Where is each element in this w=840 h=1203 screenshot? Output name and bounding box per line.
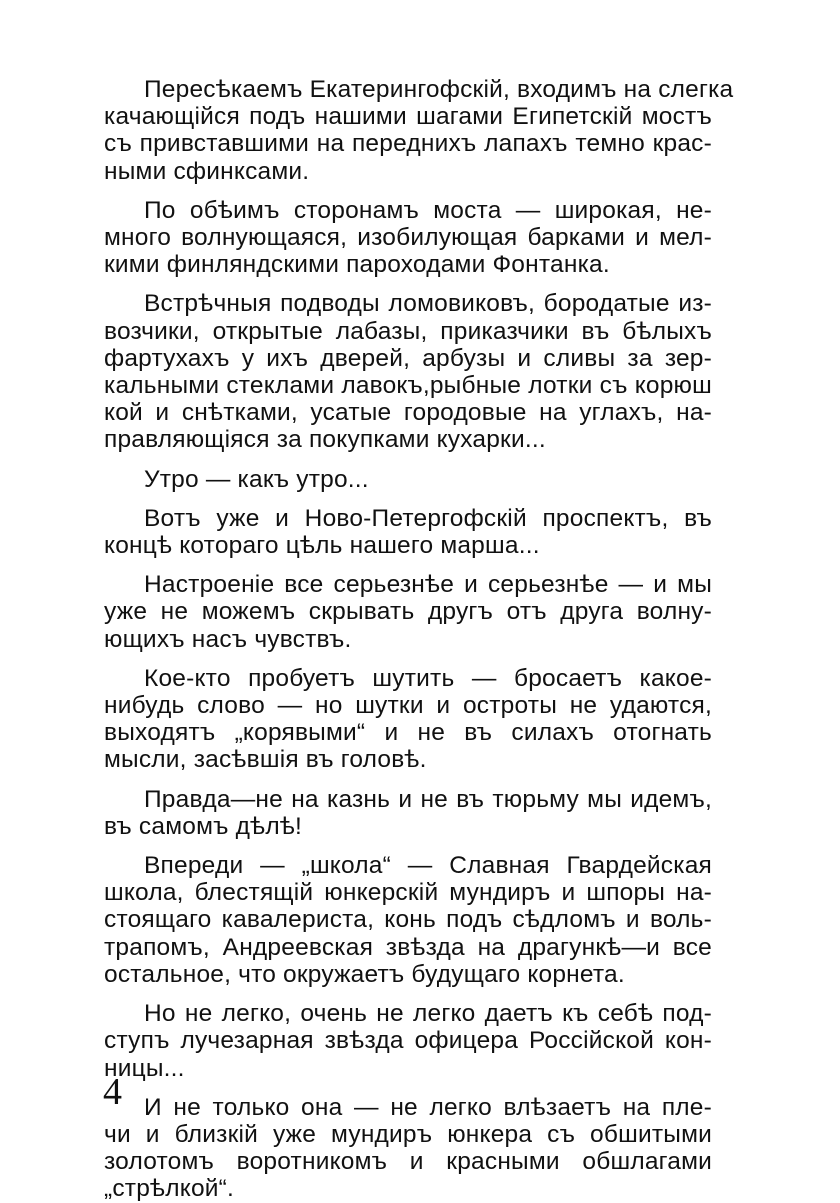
paragraph-1 (104, 76, 734, 185)
text-line: фартухахъ у ихъ дверей, арбузы и сливы за зер- (104, 344, 712, 372)
paragraph-11 (104, 1094, 712, 1203)
text-line: ющихъ насъ чувствъ. (104, 625, 352, 653)
text-line: возчики, открытые лабазы, приказчики въ бѣлыхъ (104, 317, 712, 345)
paragraph-10 (104, 1000, 712, 1082)
text-line: Впереди — „школа“ — Славная Гвардейская (144, 852, 712, 880)
paragraph-4 (104, 466, 712, 493)
text-line: уже не можемъ скрывать другъ отъ друга волну- (104, 598, 712, 626)
text-line: Кое-кто пробуетъ шутить — бросаетъ какое- (144, 664, 712, 692)
text-line: много волнующаяся, изобилующая барками и мел- (104, 224, 712, 252)
text-line: мысли, засѣвшія въ головѣ. (104, 746, 427, 774)
paragraph-5 (104, 505, 712, 559)
text-line: выходятъ „корявыми“ и не въ силахъ отогнать (104, 719, 712, 747)
paragraph-8 (104, 786, 712, 840)
text-line: нибудь слово — но шутки и остроты не удаются, (104, 692, 712, 720)
text-line: правляющіяся за покупками кухарки... (104, 426, 546, 454)
text-line: чи и близкій уже мундиръ юнкера съ обшитыми (104, 1120, 712, 1148)
text-line: кальными стеклами лавокъ,рыбные лотки съ корюш (104, 372, 712, 400)
text-line: И не только она — не легко влѣзаетъ на пле- (144, 1093, 712, 1121)
text-line: золотомъ воротникомъ и красными обшлагами (104, 1148, 712, 1176)
paragraph-7 (104, 665, 712, 774)
text-line: ступъ лучезарная звѣзда офицера Россійской кон- (104, 1027, 712, 1055)
text-line: школа, блестящій юнкерскій мундиръ и шпоры на- (104, 879, 712, 907)
paragraph-3 (104, 290, 712, 453)
text-line: качающійся подъ нашими шагами Египетскій мостъ (104, 103, 712, 131)
text-line: ницы... (104, 1054, 185, 1082)
text-line: концѣ котораго цѣль нашего марша... (104, 532, 540, 560)
text-line: Утро — какъ утро... (144, 465, 369, 493)
text-line: По обѣимъ сторонамъ моста — широкая, не- (144, 196, 712, 224)
text-line: кими финляндскими пароходами Фонтанка. (104, 251, 610, 279)
text-line: „стрѣлкой“. (104, 1175, 235, 1203)
text-line: трапомъ, Андреевская звѣзда на драгункѣ—и все (104, 933, 712, 961)
text-line: въ самомъ дѣлѣ! (104, 812, 303, 840)
text-line: Настроеніе все серьезнѣе и серьезнѣе — и мы (144, 571, 712, 599)
text-line: остальное, что окружаетъ будущаго корнета. (104, 960, 625, 988)
body-text (104, 76, 734, 1203)
page-number: 4 (103, 1071, 122, 1113)
text-line: Но не легко, очень не легко даетъ къ себѣ под- (144, 1000, 712, 1028)
text-line: ными сфинксами. (104, 157, 310, 185)
text-line: стоящаго кавалериста, конь подъ сѣдломъ и воль- (104, 906, 712, 934)
paragraph-2 (104, 197, 712, 279)
text-line: Встрѣчныя подводы ломовиковъ, бородатые из- (144, 290, 712, 318)
text-line: Правда—не на казнь и не въ тюрьму мы идемъ, (144, 785, 712, 813)
text-line: Вотъ уже и Ново-Петергофскій проспектъ, въ (144, 504, 712, 532)
text-line: кой и снѣтками, усатые городовые на углахъ, на- (104, 399, 712, 427)
text-line: съ привставшими на переднихъ лапахъ темно крас- (104, 130, 712, 158)
text-line: Пересѣкаемъ Екатерингофскій, входимъ на слегка (144, 76, 734, 103)
paragraph-6 (104, 571, 712, 653)
paragraph-9 (104, 852, 712, 988)
